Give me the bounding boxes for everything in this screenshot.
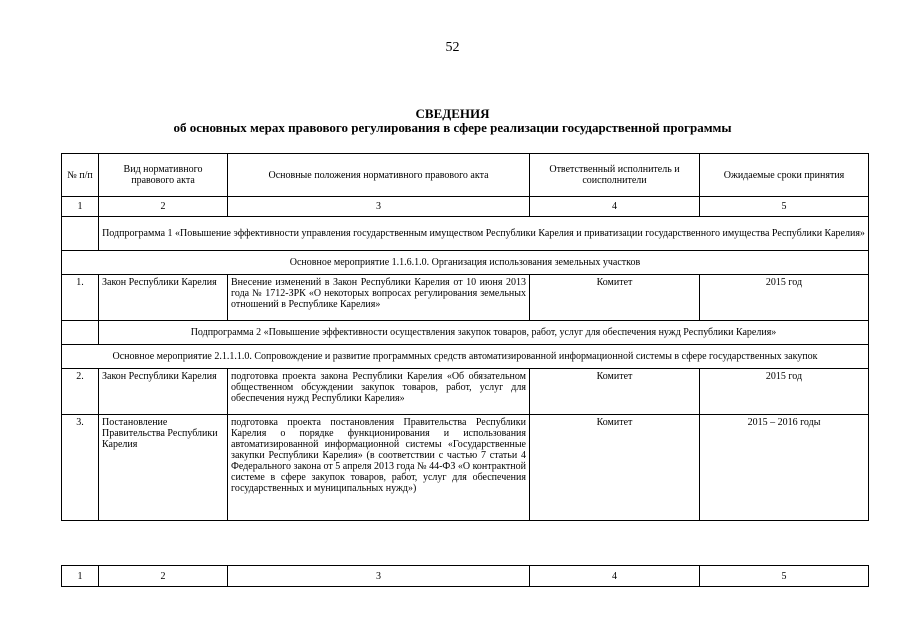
executor: Комитет	[530, 415, 700, 521]
measure-1-label: Основное мероприятие 1.1.6.1.0. Организация использования земельных участков	[62, 251, 869, 275]
row-number: 3.	[62, 415, 99, 521]
column-number: 3	[228, 197, 530, 217]
column-numbers-row	[62, 197, 869, 217]
row-number: 2.	[62, 369, 99, 415]
column-number: 1	[62, 197, 99, 217]
act-provisions: подготовка проекта закона Республики Карелия «Об обязательном общественном обсуждении закупок товаров, работ, услуг для обеспечения нужд Республики Карелия»	[228, 369, 530, 415]
next-page-table-header	[61, 565, 869, 587]
table-row	[62, 369, 869, 415]
column-number: 5	[700, 566, 869, 587]
title-subheading: об основных мерах правового регулирования в сфере реализации государственной программы	[173, 120, 732, 135]
table-row	[62, 415, 869, 521]
page-number: 52	[445, 40, 460, 55]
measures-table	[61, 153, 869, 521]
measure-row	[62, 251, 869, 275]
subprogram-row	[62, 321, 869, 345]
expected-term: 2015 – 2016 годы	[700, 415, 869, 521]
column-number: 2	[99, 197, 228, 217]
document-title	[0, 107, 905, 135]
column-number: 1	[62, 566, 99, 587]
subprogram-2-label: Подпрограмма 2 «Повышение эффективности осуществления закупок товаров, работ, услуг для обеспечения нужд Республики Карелия»	[99, 321, 869, 345]
subprogram-row	[62, 217, 869, 251]
subprogram-1-label: Подпрограмма 1 «Повышение эффективности управления государственным имуществом Республики Карелия и приватизации государственного имущества Республики Карелия»	[99, 217, 869, 251]
header-terms: Ожидаемые сроки принятия	[700, 154, 869, 197]
act-type: Закон Республики Карелия	[99, 369, 228, 415]
header-act-type: Вид нормативного правового акта	[99, 154, 228, 197]
expected-term: 2015 год	[700, 275, 869, 321]
column-number: 2	[99, 566, 228, 587]
act-type: Постановление Правительства Республики Карелия	[99, 415, 228, 521]
header-provisions: Основные положения нормативного правового акта	[228, 154, 530, 197]
measure-row	[62, 345, 869, 369]
header-executor: Ответственный исполнитель и соисполнители	[530, 154, 700, 197]
title-heading: СВЕДЕНИЯ	[415, 106, 490, 121]
act-provisions: подготовка проекта постановления Правительства Республики Карелия о порядке функционирования и использования автоматизированной информационной системы «Государственные закупки Республики Карелия» (в соответствии с частью 7 статьи 4 Федерального закона от 5 апреля 2013 года № 44-ФЗ «О контрактной системе в сфере закупок товаров, работ, услуг для обеспечения государственных и муниципальных нужд»)	[228, 415, 530, 521]
expected-term: 2015 год	[700, 369, 869, 415]
measure-2-label: Основное мероприятие 2.1.1.1.0. Сопровождение и развитие программных средств автоматизированной информационной системы в сфере государственных закупок	[62, 345, 869, 369]
act-type: Закон Республики Карелия	[99, 275, 228, 321]
header-number: № п/п	[62, 154, 99, 197]
column-number: 4	[530, 197, 700, 217]
column-number: 4	[530, 566, 700, 587]
column-number: 5	[700, 197, 869, 217]
table-header-row	[62, 154, 869, 197]
column-numbers-row	[62, 566, 869, 587]
table-row	[62, 275, 869, 321]
act-provisions: Внесение изменений в Закон Республики Карелия от 10 июня 2013 года № 1712-ЗРК «О некоторых вопросах регулирования земельных отношений в Республике Карелия»	[228, 275, 530, 321]
executor: Комитет	[530, 275, 700, 321]
empty-cell	[62, 321, 99, 345]
executor: Комитет	[530, 369, 700, 415]
row-number: 1.	[62, 275, 99, 321]
column-number: 3	[228, 566, 530, 587]
empty-cell	[62, 217, 99, 251]
